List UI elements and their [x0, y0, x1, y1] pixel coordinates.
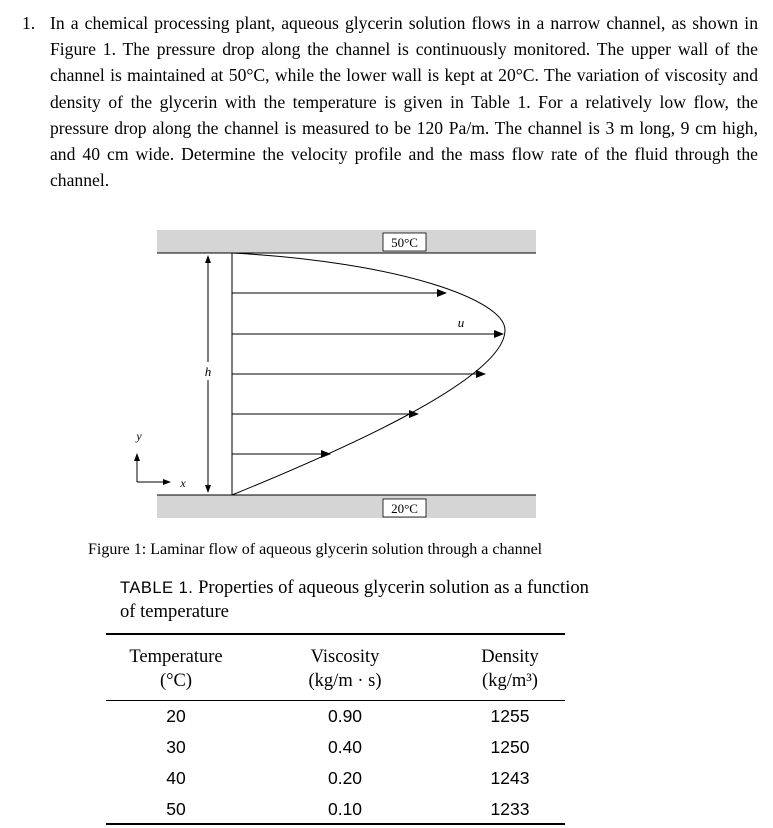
table-cell: 30 — [166, 737, 186, 757]
y-axis-label: y — [136, 429, 142, 443]
table-cell: 0.40 — [327, 737, 363, 757]
table-cell: 1255 — [490, 706, 530, 726]
table-header-rule — [106, 700, 565, 701]
top-wall — [157, 230, 536, 253]
figure-caption: Figure 1: Laminar flow of aqueous glycerin solution through a channel — [88, 541, 543, 558]
table-cell: 1243 — [490, 768, 530, 788]
table-cell: 0.20 — [327, 768, 363, 788]
header-name: Viscosity — [310, 647, 380, 667]
table-title — [120, 576, 590, 624]
table-cell: 1250 — [490, 737, 530, 757]
table-title-text: Properties of aqueous glycerin solution as a function of temperature — [120, 577, 589, 622]
table-cell: 0.10 — [327, 799, 363, 819]
table-bottom-rule — [106, 823, 565, 825]
table-cell: 20 — [166, 706, 186, 726]
x-axis-label: x — [180, 476, 186, 490]
table-cell: 50 — [166, 799, 186, 819]
velocity-label: u — [457, 315, 465, 330]
table-label: TABLE 1. — [120, 579, 194, 597]
table-cell: 0.90 — [327, 706, 363, 726]
table-cell: 1233 — [490, 799, 530, 819]
header-unit: (kg/m³) — [482, 671, 538, 691]
problem-number: 1. — [22, 13, 36, 33]
header-temperature — [96, 645, 256, 693]
top-wall-label: 50°C — [391, 235, 418, 250]
table-top-rule — [106, 633, 565, 635]
problem-text: In a chemical processing plant, aqueous glycerin solution flows in a narrow channel, as shown in Figure 1. The pressure drop along the channel is continuously monitored. The upper wall of the channel is maintained at 50°C, while the lower wall is kept at 20°C. The variation of viscosity and density of the glycerin with the temperature is given in Table 1. For a relatively low flow, the pressure drop along the channel is measured to be 120 Pa/m. The channel is 3 m long, 9 cm high, and 40 cm wide. Determine the velocity profile and the mass flow rate of the fluid through the channel. — [50, 13, 758, 191]
bottom-wall — [157, 495, 536, 518]
header-density — [430, 645, 590, 693]
height-label: h — [204, 364, 212, 379]
header-name: Temperature — [129, 647, 223, 667]
header-unit: (°C) — [159, 671, 193, 691]
header-name: Density — [481, 647, 539, 667]
header-viscosity — [265, 645, 425, 693]
bottom-wall-label: 20°C — [391, 501, 418, 516]
table-cell: 40 — [166, 768, 186, 788]
header-unit: (kg/m · s) — [308, 671, 382, 691]
